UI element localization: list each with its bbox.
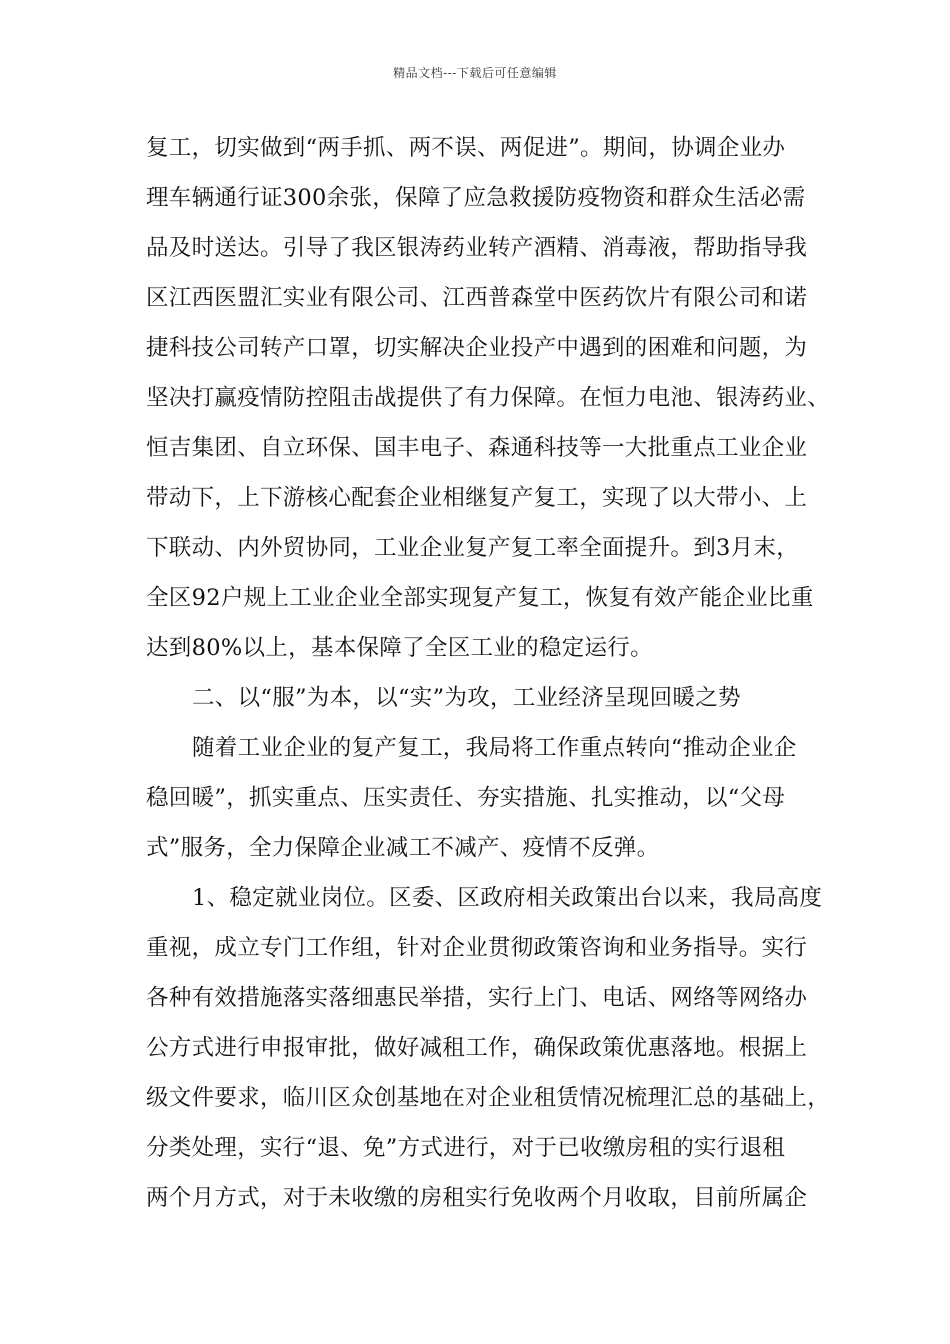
body-line: 达到80%以上，基本保障了全区工业的稳定运行。 — [146, 635, 653, 661]
body-line: 重视，成立专门工作组，针对企业贯彻政策咨询和业务指导。实行 — [146, 935, 808, 961]
body-line: 式”服务，全力保障企业减工不减产、疫情不反弹。 — [146, 835, 660, 861]
body-line: 分类处理，实行“退、免”方式进行，对于已收缴房租的实行退租 — [146, 1135, 786, 1161]
body-line: 公方式进行申报审批，做好减租工作，确保政策优惠落地。根据上 — [146, 1035, 808, 1061]
body-line: 随着工业企业的复产复工，我局将工作重点转向“推动企业企 — [192, 735, 797, 761]
section-heading: 二、以“服”为本，以“实”为攻，工业经济呈现回暖之势 — [192, 685, 741, 711]
body-line: 下联动、内外贸协同，工业企业复产复工率全面提升。到3月末， — [146, 535, 800, 561]
body-line: 全区92户规上工业企业全部实现复产复工，恢复有效产能企业比重 — [146, 585, 814, 611]
body-line: 坚决打赢疫情防控阻击战提供了有力保障。在恒力电池、银涛药业、 — [146, 385, 831, 411]
body-line: 级文件要求，临川区众创基地在对企业租赁情况梳理汇总的基础上， — [146, 1085, 831, 1111]
body-line: 带动下，上下游核心配套企业相继复产复工，实现了以大带小、上 — [146, 485, 808, 511]
body-line: 两个月方式，对于未收缴的房租实行免收两个月收取，目前所属企 — [146, 1185, 808, 1211]
body-line: 捷科技公司转产口罩，切实解决企业投产中遇到的困难和问题，为 — [146, 335, 808, 361]
body-line: 复工，切实做到“两手抓、两不误、两促进”。期间，协调企业办 — [146, 135, 786, 161]
page-header: 精品文档---下载后可任意编辑 — [393, 66, 557, 80]
body-line: 稳回暖”，抓实重点、压实责任、夯实措施、扎实推动，以“父母 — [146, 785, 786, 811]
body-line: 各种有效措施落实落细惠民举措，实行上门、电话、网络等网络办 — [146, 985, 808, 1011]
body-line: 恒吉集团、自立环保、国丰电子、森通科技等一大批重点工业企业 — [146, 435, 808, 461]
body-line: 区江西医盟汇实业有限公司、江西普森堂中医药饮片有限公司和诺 — [146, 285, 808, 311]
body-line: 1、稳定就业岗位。区委、区政府相关政策出台以来，我局高度 — [192, 885, 823, 911]
body-line: 品及时送达。引导了我区银涛药业转产酒精、消毒液，帮助指导我 — [146, 235, 808, 261]
body-line: 理车辆通行证300余张，保障了应急救援防疫物资和群众生活必需 — [146, 185, 806, 211]
